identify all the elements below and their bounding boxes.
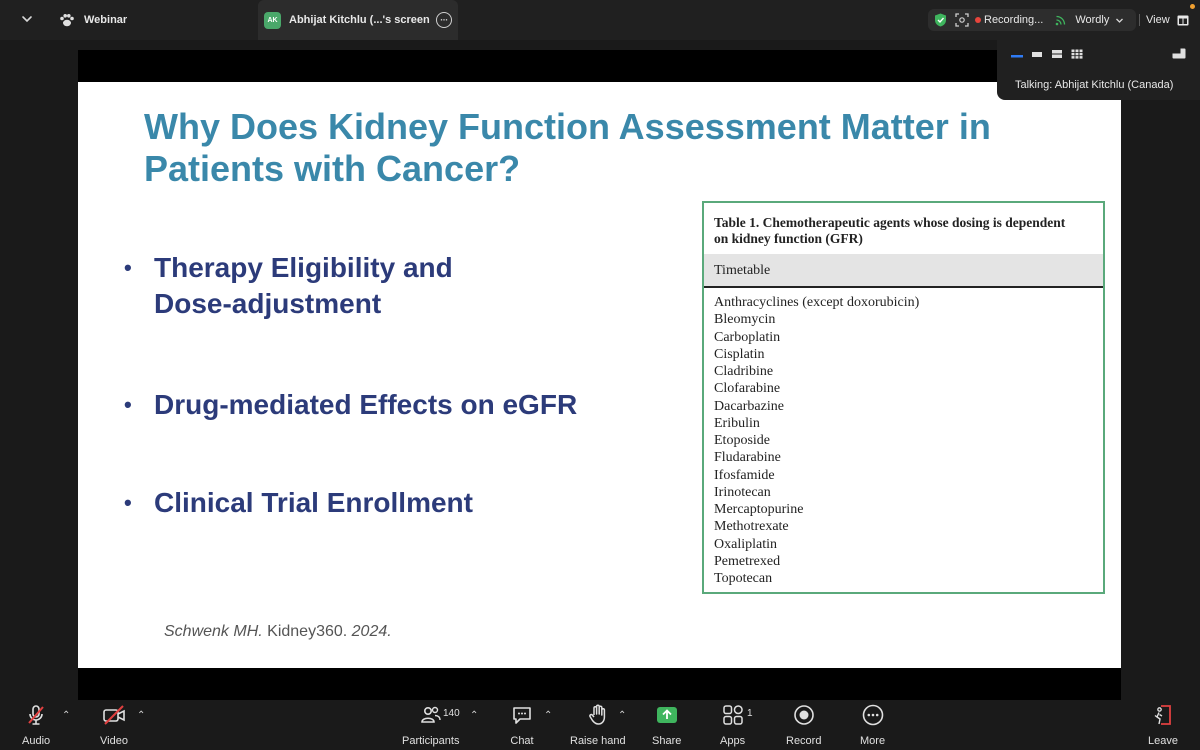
share-label: Share [652, 735, 682, 747]
apps-count: 1 [747, 708, 753, 719]
table-list-item: Mercaptopurine [714, 502, 804, 517]
video-off-icon [101, 703, 127, 727]
tab-shared-screen[interactable] [258, 0, 458, 40]
notification-dot [1190, 4, 1195, 9]
divider [1139, 14, 1140, 26]
slide-title-line: Patients with Cancer? [144, 148, 521, 189]
table-list-item: Carboplatin [714, 329, 781, 345]
video-button[interactable] [100, 703, 128, 747]
presentation-slide [78, 82, 1121, 668]
bullet-item [124, 250, 453, 322]
chat-options-caret[interactable]: ⌃ [544, 710, 553, 721]
slide-title-line: Why Does Kidney Function Assessment Matter in [144, 106, 991, 147]
meeting-toolbar [0, 700, 1200, 750]
table-caption [714, 215, 1099, 247]
tab-webinar[interactable] [52, 0, 258, 40]
chemo-table [702, 201, 1105, 594]
tab-shared-screen-label: Abhijat Kitchlu (...'s screen [289, 14, 430, 26]
chat-button[interactable] [510, 703, 534, 747]
table-list-item: Bleomycin [714, 312, 776, 328]
table-list-item: Pemetrexed [714, 553, 781, 569]
table-caption-line: Table 1. Chemotherapeutic agents whose dosing is dependent [714, 215, 1066, 230]
focus-frame-icon[interactable] [955, 13, 969, 27]
more-label: More [860, 735, 886, 747]
table-list [714, 294, 919, 587]
video-options-caret[interactable]: ⌃ [137, 710, 146, 721]
bullet-text: Therapy Eligibility and [154, 252, 453, 283]
hide-video-icon[interactable] [1172, 48, 1186, 59]
table-list-item: Cisplatin [714, 346, 765, 362]
leave-icon [1151, 703, 1175, 727]
chevron-down-icon[interactable] [18, 10, 36, 28]
table-list-item: Etoposide [714, 433, 770, 448]
citation-journal: Kidney360. [262, 623, 352, 640]
tab-webinar-label: Webinar [84, 14, 128, 26]
status-pill [928, 9, 1136, 31]
share-button[interactable] [652, 703, 681, 747]
thumbnail-view-icon[interactable] [1031, 49, 1043, 59]
leave-button[interactable] [1148, 703, 1178, 747]
table-list-item: Oxaliplatin [714, 536, 777, 552]
top-bar [0, 0, 1200, 40]
audio-options-caret[interactable]: ⌃ [62, 710, 71, 721]
table-list-item: Cladribine [714, 364, 774, 379]
bullet-item [124, 485, 473, 521]
wordly-button[interactable]: Wordly [1075, 14, 1110, 26]
leave-label: Leave [1148, 735, 1178, 747]
table-list-item: Eribulin [714, 415, 760, 431]
table-list-item: Fludarabine [714, 450, 781, 466]
raise-hand-icon [586, 703, 610, 727]
bullet-dot: • [124, 490, 132, 515]
layout-options [1011, 49, 1083, 59]
participants-count: 140 [443, 708, 460, 719]
participants-options-caret[interactable]: ⌃ [470, 710, 479, 721]
recording-status[interactable]: Recording... [984, 14, 1044, 26]
shield-check-icon[interactable] [934, 13, 947, 27]
raise-hand-label: Raise hand [570, 735, 626, 747]
video-label: Video [100, 735, 128, 747]
participants-label: Participants [402, 735, 460, 747]
view-label: View [1146, 14, 1170, 26]
more-icon [861, 703, 885, 727]
apps-icon [721, 703, 745, 727]
apps-button[interactable] [720, 703, 745, 747]
speaker-popup [997, 40, 1200, 100]
slide-title [144, 106, 1104, 190]
bullet-dot: • [124, 255, 132, 280]
stack-view-icon[interactable] [1051, 49, 1063, 59]
reactions-options-caret[interactable]: ⌃ [618, 710, 627, 721]
bullet-dot: • [124, 392, 132, 417]
table-list-item: Irinotecan [714, 484, 771, 500]
gallery-view-icon[interactable] [1071, 49, 1083, 59]
table-list-item: Methotrexate [714, 519, 789, 535]
talking-indicator: Talking: Abhijat Kitchlu (Canada) [1015, 79, 1174, 91]
paw-icon [58, 11, 76, 29]
audio-label: Audio [22, 735, 51, 747]
shared-screen-area [0, 40, 1200, 700]
table-caption-line: on kidney function (GFR) [714, 231, 863, 246]
citation-year: 2024. [351, 623, 392, 640]
audio-button[interactable] [22, 703, 50, 747]
record-icon [792, 703, 816, 727]
chat-icon [510, 703, 534, 727]
table-list-item: Dacarbazine [714, 398, 784, 414]
chat-label: Chat [510, 735, 534, 747]
apps-label: Apps [720, 735, 746, 747]
grid-view-icon [1177, 15, 1189, 26]
citation-author: Schwenk MH. [164, 623, 263, 640]
avatar: AK [264, 12, 281, 29]
bullet-text: Dose-adjustment [154, 288, 382, 319]
view-button[interactable] [1146, 9, 1196, 31]
table-list-item: Ifosfamide [714, 467, 775, 483]
share-screen-icon [656, 704, 678, 726]
table-header: Timetable [704, 254, 1103, 288]
speaker-view-icon[interactable] [1011, 49, 1023, 59]
more-button[interactable] [860, 703, 885, 747]
record-button[interactable] [786, 703, 821, 747]
participants-icon [419, 703, 443, 727]
wordly-signal-icon [1055, 14, 1067, 26]
table-list-item: Topotecan [714, 571, 773, 586]
recording-dot-icon [975, 17, 981, 23]
more-options-icon[interactable]: ··· [436, 12, 452, 28]
record-label: Record [786, 735, 822, 747]
bullet-text: Drug-mediated Effects on eGFR [154, 389, 578, 420]
table-list-item: Clofarabine [714, 381, 781, 397]
muted-mic-icon [24, 703, 48, 727]
table-list-item: Anthracyclines (except doxorubicin) [714, 295, 920, 310]
chevron-down-icon[interactable] [1115, 16, 1124, 25]
bullet-item [124, 387, 577, 423]
citation [164, 623, 392, 641]
bullet-text: Clinical Trial Enrollment [154, 487, 473, 518]
